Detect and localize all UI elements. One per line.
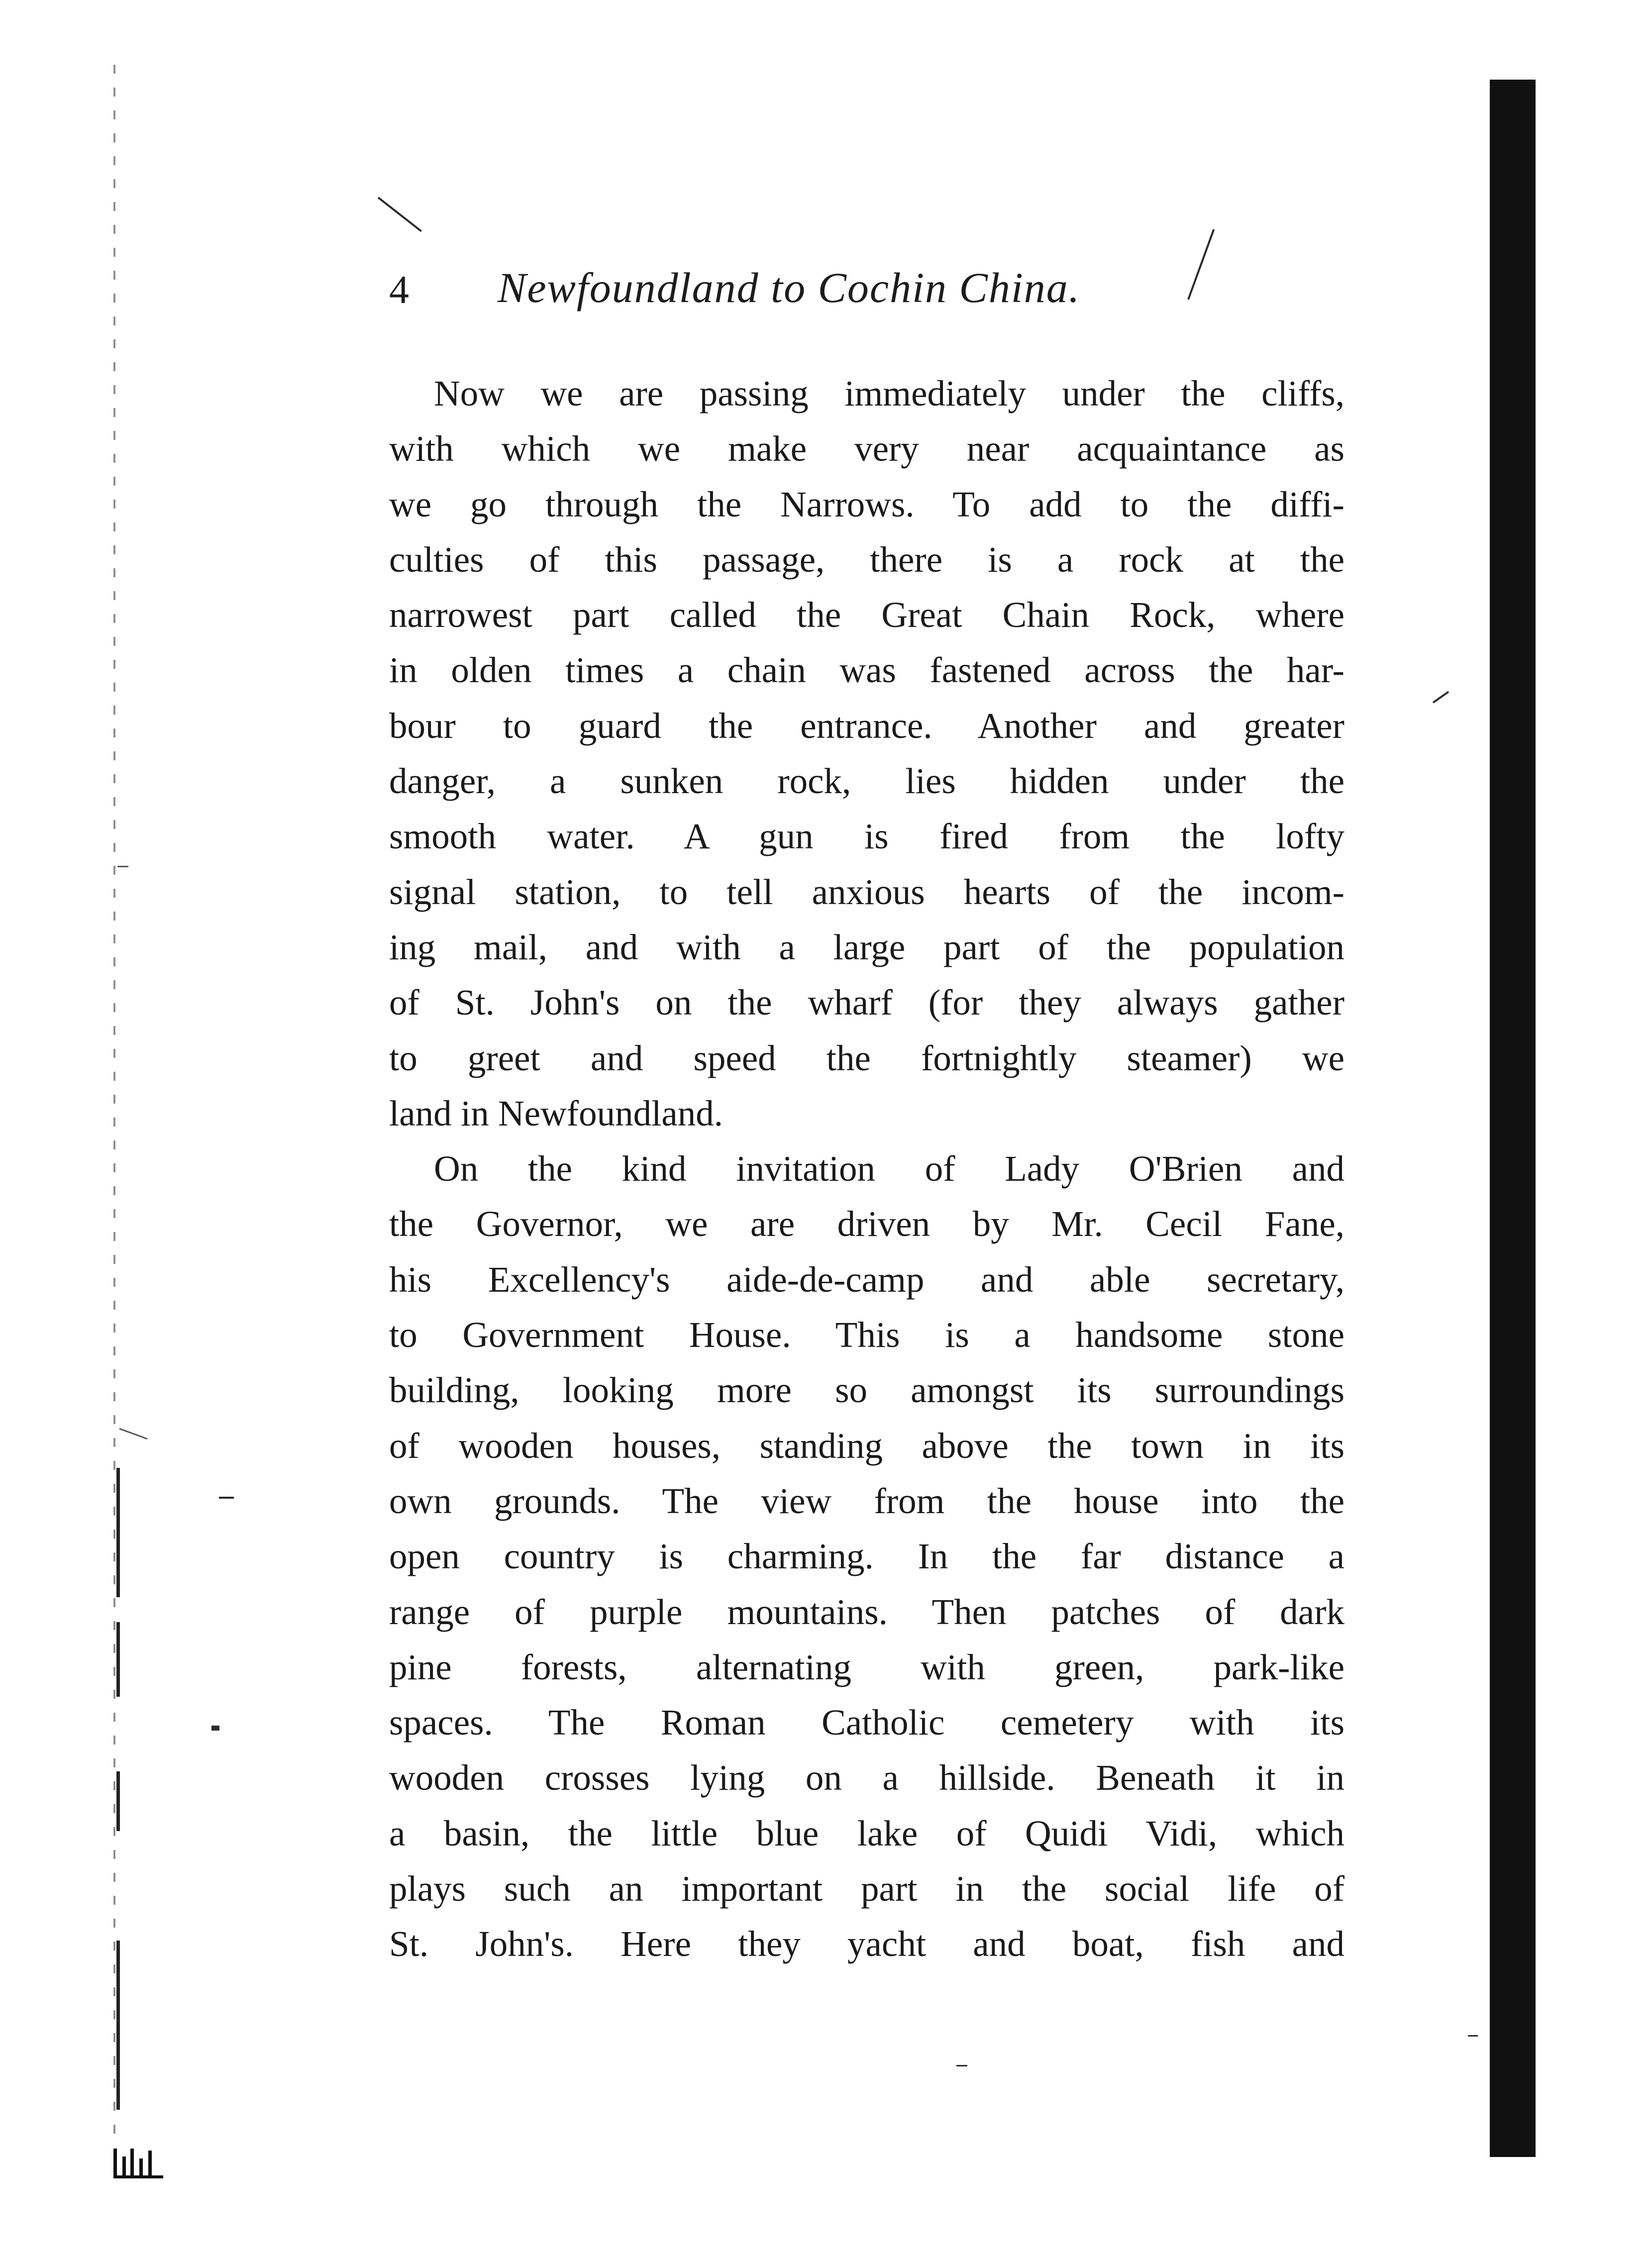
- page-number: 4: [389, 268, 409, 312]
- text-line: the Governor, we are driven by Mr. Cecil Fane,: [389, 1204, 1344, 1244]
- text-line: narrowest part called the Great Chain Rock, where: [389, 595, 1344, 635]
- gutter-foot-marks: [113, 2149, 168, 2178]
- gutter-tick-mark: [117, 866, 128, 867]
- text-line: to Government House. This is a handsome stone: [389, 1315, 1344, 1355]
- text-line: a basin, the little blue lake of Quidi Vidi, which: [389, 1813, 1344, 1853]
- gutter-solid-segment: [116, 1622, 120, 1697]
- text-line: bour to guard the entrance. Another and greater: [389, 705, 1344, 746]
- text-line: own grounds. The view from the house into the: [389, 1480, 1344, 1521]
- text-line: land in Newfoundland.: [389, 1093, 723, 1133]
- pencil-mark: [1433, 691, 1449, 704]
- text-line: open country is charming. In the far distance a: [389, 1536, 1344, 1577]
- gutter-scan-line: [113, 65, 115, 2145]
- gutter-solid-segment: [116, 1468, 120, 1597]
- paragraph: [389, 366, 1344, 1141]
- text-line: we go through the Narrows. To add to the diffi-: [389, 484, 1344, 524]
- gutter-solid-segment: [116, 1771, 120, 1831]
- text-line: to greet and speed the fortnightly steamer) we: [389, 1037, 1344, 1078]
- text-line: signal station, to tell anxious hearts of the incom-: [389, 871, 1344, 912]
- pencil-mark: [1187, 229, 1215, 300]
- body-text: [389, 366, 1344, 1972]
- gutter-tick-mark: [119, 1428, 147, 1439]
- text-line: his Excellency's aide-de-camp and able secretary,: [389, 1259, 1344, 1300]
- text-line: plays such an important part in the social life of: [389, 1868, 1344, 1909]
- text-line: On the kind invitation of Lady O'Brien and: [434, 1148, 1344, 1189]
- gutter-solid-segment: [116, 1941, 120, 2110]
- text-line: Now we are passing immediately under the cliffs,: [434, 373, 1344, 413]
- text-line: of wooden houses, standing above the town in its: [389, 1425, 1344, 1466]
- text-line: spaces. The Roman Catholic cemetery with its: [389, 1702, 1344, 1743]
- text-line: pine forests, alternating with green, park-like: [389, 1646, 1344, 1687]
- pencil-mark: [211, 1726, 219, 1731]
- pencil-mark: [1468, 2035, 1478, 2037]
- pencil-mark: [219, 1497, 234, 1499]
- text-line: range of purple mountains. Then patches of dark: [389, 1591, 1344, 1632]
- pencil-mark: [956, 2065, 967, 2066]
- text-line: building, looking more so amongst its surroundings: [389, 1370, 1344, 1411]
- text-line: ing mail, and with a large part of the population: [389, 926, 1344, 967]
- text-line: culties of this passage, there is a rock at the: [389, 539, 1344, 580]
- text-line: smooth water. A gun is fired from the lofty: [389, 816, 1344, 857]
- text-line: wooden crosses lying on a hillside. Beneath it in: [389, 1757, 1344, 1798]
- text-line: St. John's. Here they yacht and boat, fish and: [389, 1924, 1344, 1964]
- text-line: in olden times a chain was fastened across the har-: [389, 650, 1344, 691]
- text-line: with which we make very near acquaintance as: [389, 428, 1344, 469]
- binding-bar: [1490, 80, 1536, 2157]
- pencil-mark: [378, 197, 422, 232]
- text-line: danger, a sunken rock, lies hidden under the: [389, 761, 1344, 802]
- running-title: Newfoundland to Cochin China.: [498, 264, 1081, 311]
- text-line: of St. John's on the wharf (for they always gather: [389, 982, 1344, 1023]
- paragraph: [389, 1141, 1344, 1971]
